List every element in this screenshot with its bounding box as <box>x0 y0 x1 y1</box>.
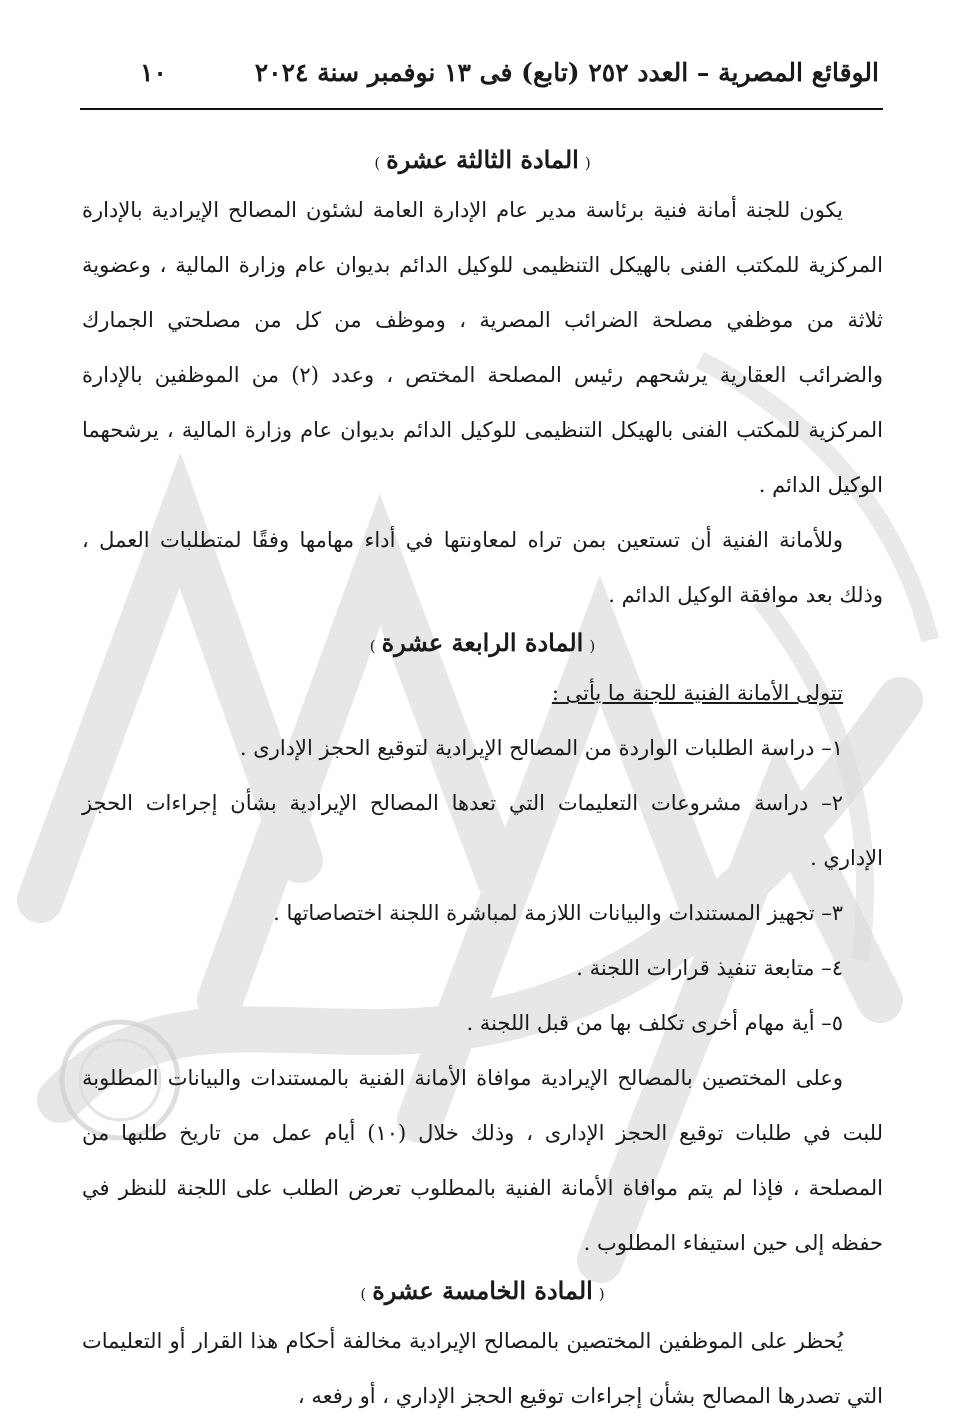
article-13-paragraph-1: يكون للجنة أمانة فنية برئاسة مدير عام الإدارة العامة لشئون المصالح الإيرادية بالإدارة المركزية للمكتب الفنى بالهيكل التنظيمى للوكيل الدائم بديوان عام وزارة المالية ، وعضوية ثلاثة من موظفي مصلحة الضرائب المصرية ، وموظف من كل من مصلحتي الجمارك والضرائب العقارية يرشحهم رئيس المصلحة المختص ، وعدد (٢) من الموظفين بالإدارة المركزية للمكتب الفنى بالهيكل التنظيمى للوكيل الدائم بديوان عام وزارة المالية ، يرشحهما الوكيل الدائم . <box>82 198 883 497</box>
document-body <box>82 140 883 1424</box>
list-item-3: ٣– تجهيز المستندات والبيانات اللازمة لمباشرة اللجنة اختصاصاتها . <box>273 901 843 925</box>
list-item-2: ٢– دراسة مشروعات التعليمات التي تعدها المصالح الإيرادية بشأن إجراءات الحجز الإداري . <box>82 791 883 870</box>
article-14-title: المادة الرابعة عشرة <box>381 628 584 657</box>
article-13-title: المادة الثالثة عشرة <box>386 145 579 174</box>
article-14-intro: تتولى الأمانة الفنية للجنة ما يأتى : <box>551 681 843 705</box>
article-13-paragraph-2: وللأمانة الفنية أن تستعين بمن تراه لمعاونتها في أداء مهامها وفقًا لمتطلبات العمل ، وذلك بعد موافقة الوكيل الدائم . <box>82 528 883 607</box>
article-15-title: المادة الخامسة عشرة <box>372 1276 593 1305</box>
list-item-1: ١– دراسة الطلبات الواردة من المصالح الإيرادية لتوقيع الحجز الإدارى . <box>239 736 843 760</box>
article-14-paragraph-3: وعلى المختصين بالمصالح الإيرادية موافاة الأمانة الفنية بالمستندات والبيانات المطلوبة للبت في طلبات توقيع الحجز الإدارى ، وذلك خلال (١٠) أيام عمل من تاريخ طلبها من المصلحة ، فإذا لم يتم موافاة الأمانة الفنية بالمطلوب تعرض الطلب على اللجنة للنظر في حفظه إلى حين استيفاء المطلوب . <box>82 1066 884 1255</box>
list-item-4: ٤– متابعة تنفيذ قرارات اللجنة . <box>576 956 843 980</box>
article-15-paragraph-1: يُحظر على الموظفين المختصين بالمصالح الإيرادية مخالفة أحكام هذا القرار أو التعليمات التي تصدرها المصالح بشأن إجراءات توقيع الحجز الإداري ، أو رفعه ، <box>82 1329 883 1408</box>
article-14-heading: (المادة الرابعة عشرة) <box>369 628 596 657</box>
page-number: ١٠ <box>140 57 167 87</box>
article-15-heading: (المادة الخامسة عشرة) <box>360 1276 605 1305</box>
article-13-heading: (المادة الثالثة عشرة) <box>374 145 591 174</box>
header-divider <box>80 108 883 110</box>
header-publication: الوقائع المصرية – العدد ٢٥٢ (تابع) فى ١٣ نوفمبر سنة ٢٠٢٤ <box>254 57 879 87</box>
list-item-5: ٥– أية مهام أخرى تكلف بها من قبل اللجنة . <box>466 1011 843 1035</box>
page-header <box>140 52 879 92</box>
